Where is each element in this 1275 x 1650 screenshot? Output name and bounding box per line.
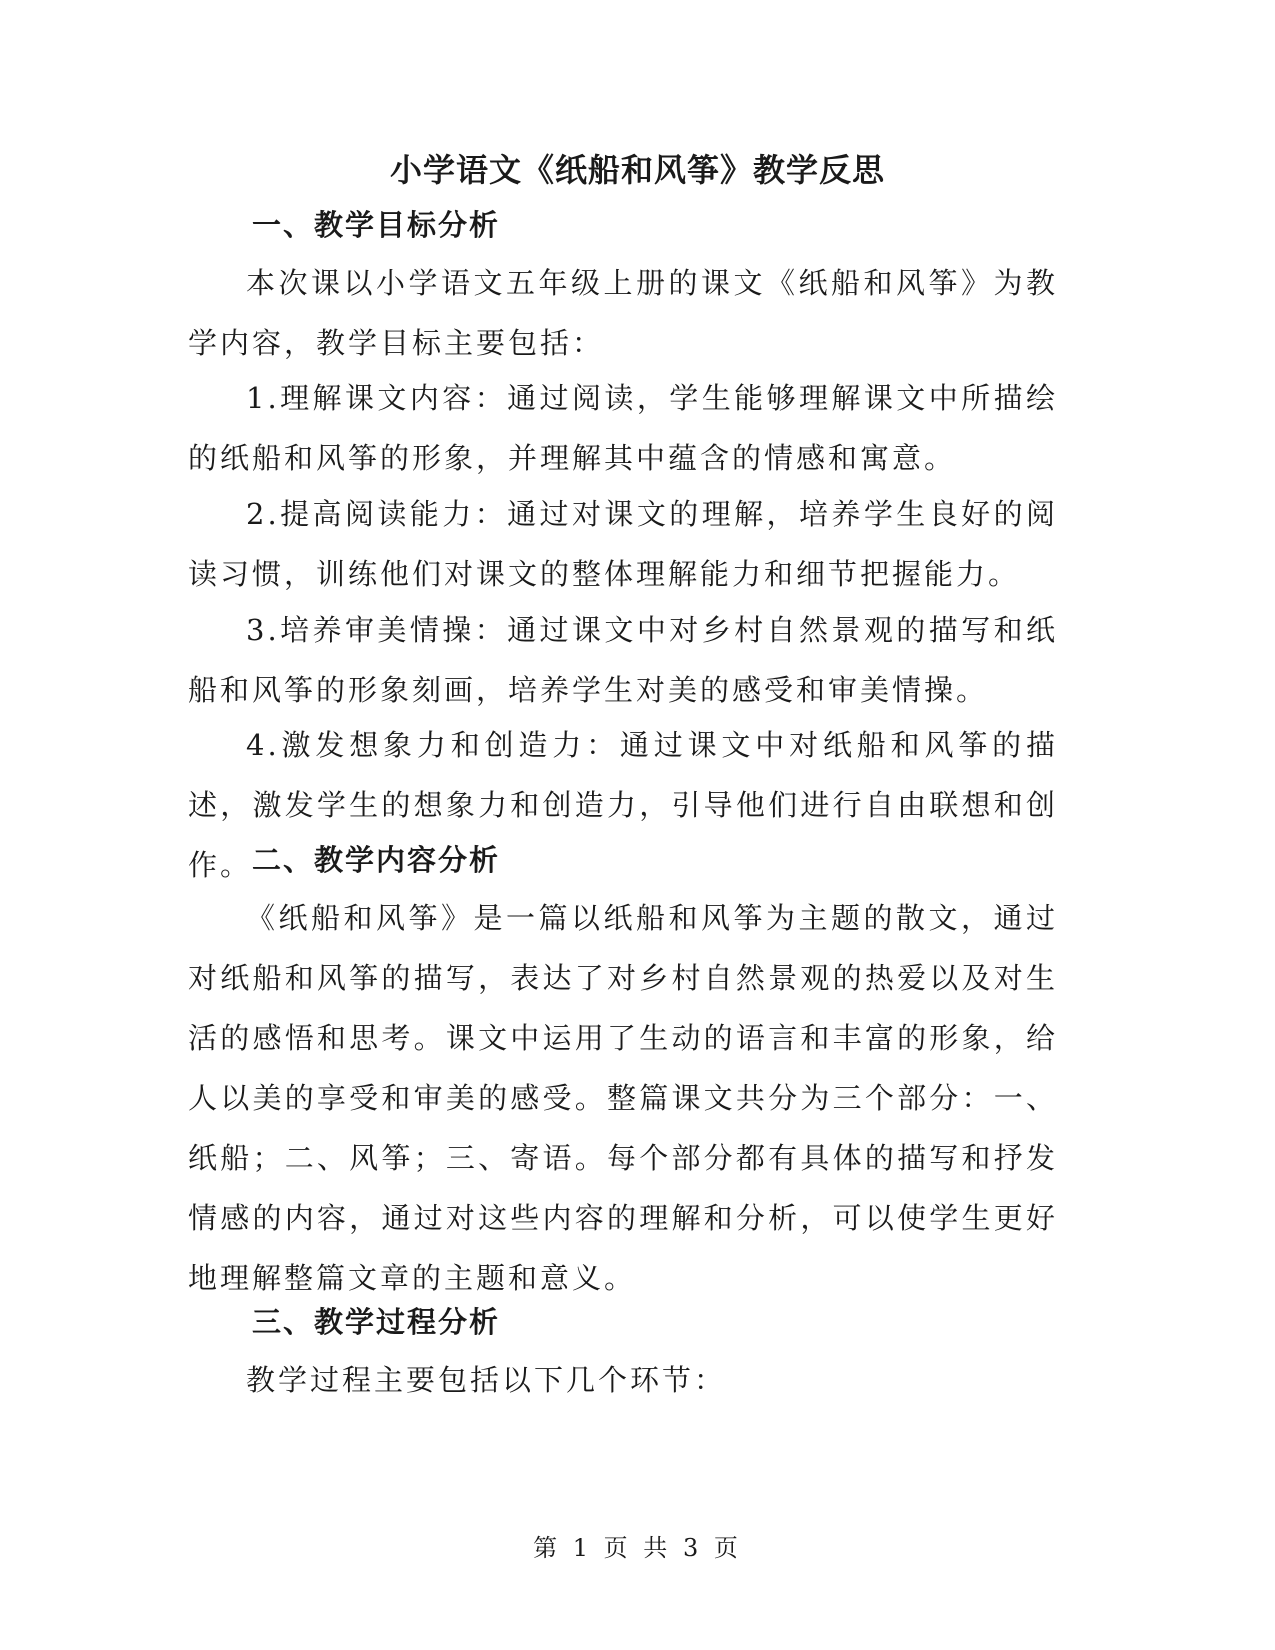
page-title: 小学语文《纸船和风筝》教学反思 <box>389 151 885 189</box>
paragraph: 3.培养审美情操：通过课文中对乡村自然景观的描写和纸船和风筝的形象刻画，培养学生对美的感受和审美情操。 <box>188 613 1058 707</box>
page-number: 第 1 页 共 3 页 <box>533 1534 742 1562</box>
paragraph: 教学过程主要包括以下几个环节： <box>246 1363 727 1397</box>
paragraph: 《纸船和风筝》是一篇以纸船和风筝为主题的散文，通过对纸船和风筝的描写，表达了对乡村自然景观的热爱以及对生活的感悟和思考。课文中运用了生动的语言和丰富的形象，给人以美的享受和审美的感受。整篇课文共分为三个部分：一、纸船；二、风筝；三、寄语。每个部分都有具体的描写和抒发情感的内容，通过对这些内容的理解和分析，可以使学生更好地理解整篇文章的主题和意义。 <box>188 901 1058 1295</box>
paragraph: 2.提高阅读能力：通过对课文的理解，培养学生良好的阅读习惯，训练他们对课文的整体理解能力和细节把握能力。 <box>188 497 1058 591</box>
paragraph: 4.激发想象力和创造力：通过课文中对纸船和风筝的描述，激发学生的想象力和创造力，引导他们进行自由联想和创作。 <box>188 728 1058 882</box>
section-heading-process: 三、教学过程分析 <box>252 1305 501 1339</box>
paragraph: 1.理解课文内容：通过阅读，学生能够理解课文中所描绘的纸船和风筝的形象，并理解其中蕴含的情感和寓意。 <box>188 381 1058 475</box>
section-heading-goals: 一、教学目标分析 <box>252 208 501 242</box>
section-heading-content: 二、教学内容分析 <box>252 843 501 877</box>
paragraph: 本次课以小学语文五年级上册的课文《纸船和风筝》为教学内容，教学目标主要包括： <box>188 266 1058 360</box>
